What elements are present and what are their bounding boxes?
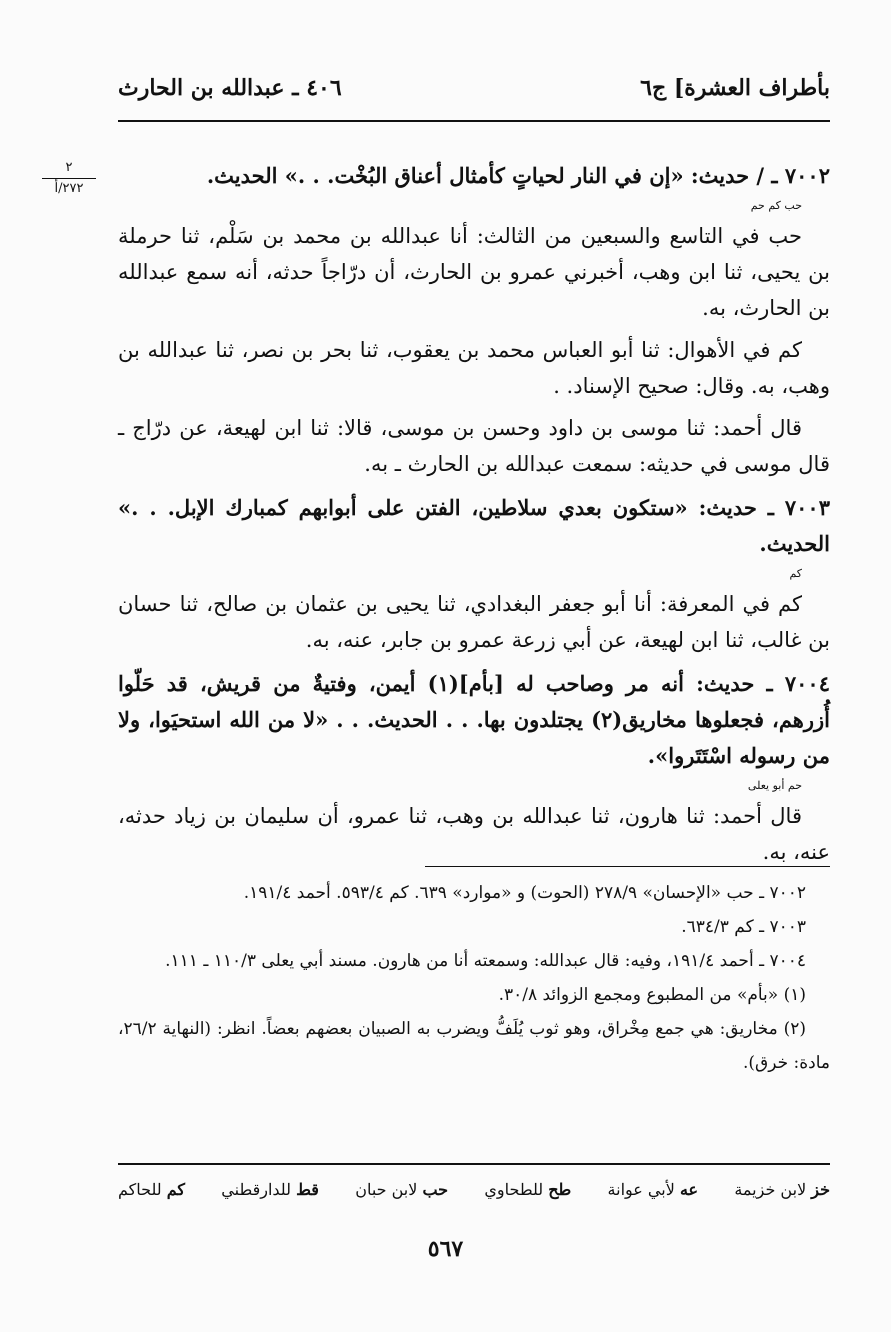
main-text [118,150,830,876]
legend-rule [118,1163,830,1165]
isnad-paragraph: قال أحمد: ثنا موسى بن داود وحسن بن موسى، قالا: ثنا ابن لهيعة، عن درّاج ـ قال موسى في حديثه: سمعت عبدالله بن الحارث ـ به. [118,416,830,476]
reference-note: ٧٠٠٢ ـ حب «الإحسان» ٢٧٨/٩ (الحوت) و «موارد» ٦٣٩. كم ٥٩٣/٤. أحمد ١٩١/٤. [243,883,806,903]
running-header [118,68,830,108]
footnote: (٢) مخاريق: هي جمع مِخْراق، وهو ثوب يُلَفُّ ويضرب به الصبيان بعضهم بعضاً. انظر: (النهاية ٢٦/٢، مادة: خرق). [118,1019,830,1073]
folio-number: ٢ [65,160,73,175]
isnad-paragraph: قال أحمد: ثنا هارون، ثنا عبدالله بن وهب، ثنا عمرو، أن سليمان بن زياد حدثه، عنه، به. [118,804,830,864]
source-sigla: حم أبو يعلى [747,779,802,792]
source-sigla: حب كم حم [750,199,802,212]
hadith-entry-title: ٧٠٠٤ ـ حديث: أنه مر وصاحب له [بأم](١) أيمن، وفتيةٌ من قريش، قد حَلّوا أُزرهم، فجعلوها مخاريق(٢) يجتلدون بها. . . الحديث. . . «لا من الله استحيَوا، ولا من رسوله اسْتَتَروا». [118,671,830,768]
hadith-entry-title: ٧٠٠٣ ـ حديث: «ستكون بعدي سلاطين، الفتن على أبوابهم كمبارك الإبل. . .» الحديث. [118,495,830,556]
header-book-title: بأطراف العشرة] ج٦ [640,75,830,101]
reference-note: ٧٠٠٣ ـ كم ٦٣٤/٣. [681,917,806,937]
legend-item: حب لابن حبان [355,1180,449,1199]
legend-item: كم للحاكم [118,1180,185,1199]
folio-ref: ٢٧٢/أ [54,181,84,196]
isnad-paragraph: كم في الأهوال: ثنا أبو العباس محمد بن يعقوب، ثنا بحر بن نصر، ثنا عبدالله بن وهب، به. وقال: صحيح الإسناد. . [118,338,830,398]
isnad-paragraph: كم في المعرفة: أنا أبو جعفر البغدادي، ثنا يحيى بن عثمان بن صالح، ثنا حسان بن غالب، ثنا ابن لهيعة، عن أبي زرعة عمرو بن جابر، عنه، به. [118,592,830,652]
hadith-entry-title: ٧٠٠٢ ـ / حديث: «إن في النار لحياتٍ كأمثال أعناق البُخْت. . .» الحديث. [206,163,830,188]
footnote-rule [425,866,830,867]
reference-note: ٧٠٠٤ ـ أحمد ١٩١/٤، وفيه: قال عبدالله: وسمعته أنا من هارون. مسند أبي يعلى ١١٠/٣ ـ ١١١. [165,951,806,971]
legend-item: خز لابن خزيمة [734,1180,830,1199]
abbreviation-legend [118,1180,830,1199]
folio-divider [42,178,96,179]
isnad-paragraph: حب في التاسع والسبعين من الثالث: أنا عبدالله بن محمد بن سَلْم، ثنا حرملة بن يحيى، ثنا ابن وهب، أخبرني عمرو بن الحارث، أن درّاجاً حدثه، أنه سمع عبدالله بن الحارث، به. [118,224,830,320]
source-sigla: كم [789,567,802,580]
legend-item: طح للطحاوي [484,1180,572,1199]
footnotes [118,876,830,1080]
manuscript-folio-note [34,160,104,197]
header-section-title: ٤٠٦ ـ عبدالله بن الحارث [118,75,342,101]
page-number: ٥٦٧ [427,1236,464,1262]
legend-item: قط للدارقطني [221,1180,319,1199]
footnote: (١) «بأم» من المطبوع ومجمع الزوائد ٣٠/٨. [498,985,806,1005]
header-rule [118,120,830,122]
legend-item: عه لأبي عوانة [607,1180,699,1199]
